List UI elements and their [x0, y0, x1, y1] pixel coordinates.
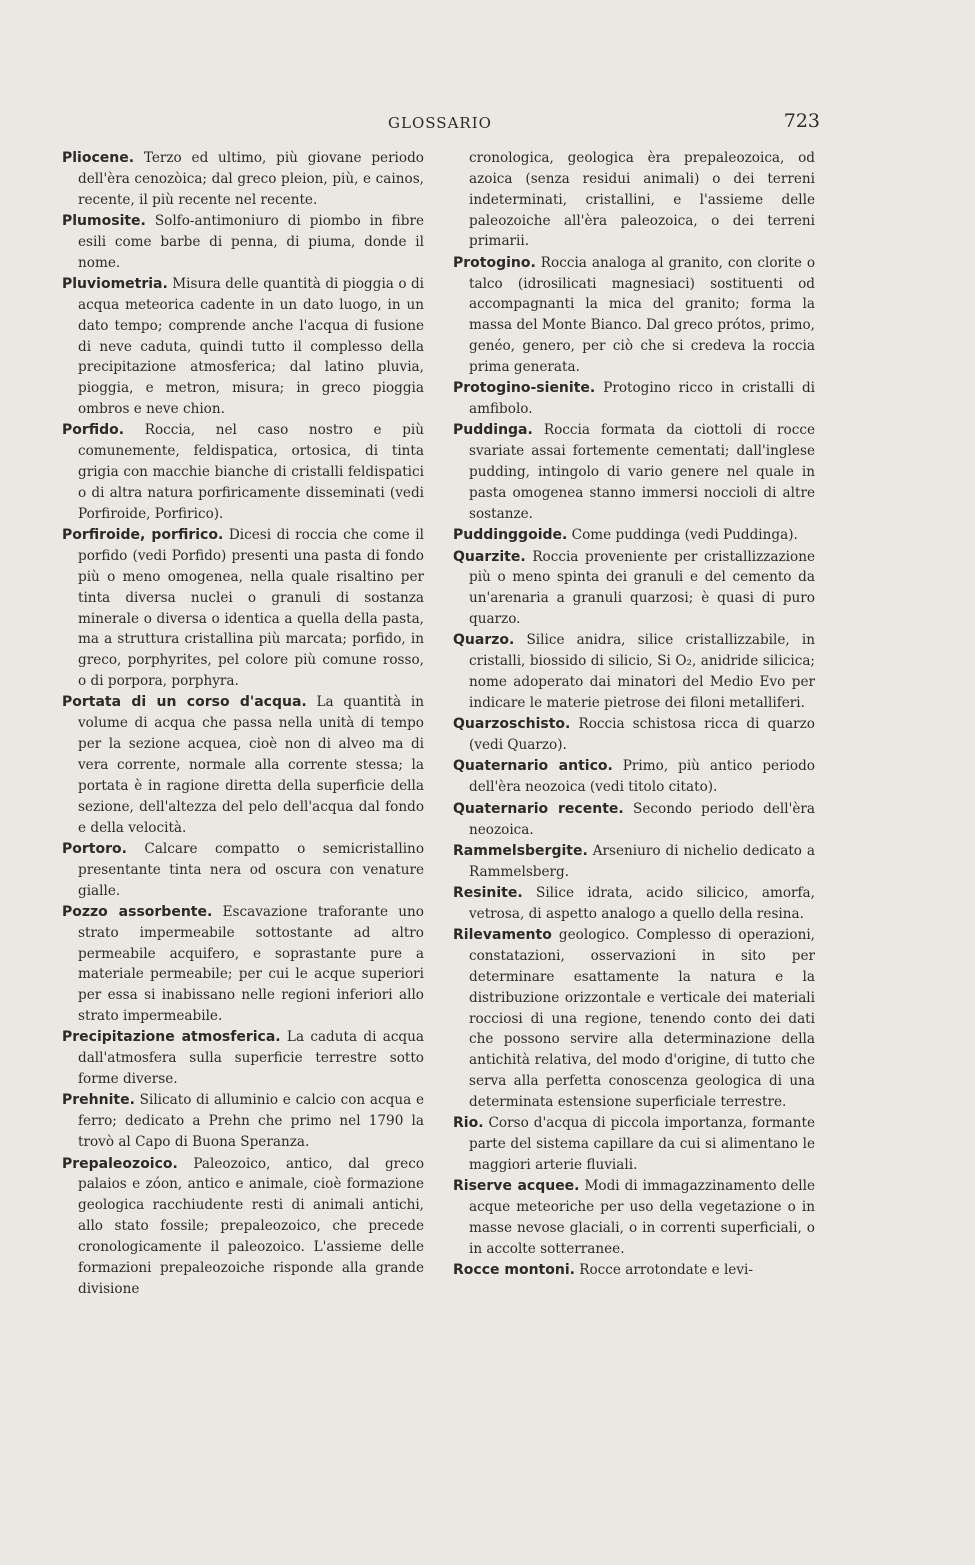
glossary-entry [62, 1090, 424, 1153]
entry-term: Protogino-sienite. [453, 380, 596, 397]
entry-term: Quarzo. [453, 632, 515, 649]
entry-term: Precipitazione atmosferica. [62, 1029, 281, 1046]
glossary-entry [453, 841, 815, 883]
entry-term: Pluviometria. [62, 276, 168, 293]
entry-definition: cronologica, geologica èra prepaleozoica, od azoica (senza residui animali) o dei terreni indeterminati, cristallini, e l'assieme delle paleozoiche all'èra paleozoica, o dei terreni primarii. [469, 150, 815, 250]
glossary-entry [453, 148, 815, 252]
glossary-entry [453, 1176, 815, 1259]
glossary-entry [62, 274, 424, 420]
glossary-entry [453, 1113, 815, 1176]
glossary-entry [62, 148, 424, 211]
entry-term: Riserve acquee. [453, 1178, 580, 1195]
glossary-entry [62, 1027, 424, 1090]
entry-term: Prehnite. [62, 1092, 135, 1109]
entry-definition: La caduta di acqua dall'atmosfera sulla superficie terrestre sotto forme diverse. [78, 1029, 424, 1088]
glossary-entry [453, 883, 815, 925]
entry-term: Quarzoschisto. [453, 716, 571, 733]
glossary-entry [453, 756, 815, 798]
entry-definition: Calcare compatto o semicristallino presentante tinta nera od oscura con venature gialle. [78, 840, 424, 899]
entry-term: Prepaleozoico. [62, 1155, 178, 1172]
glossary-entry [62, 839, 424, 902]
entry-definition: Paleozoico, antico, dal greco palaios e zóon, antico e animale, cioè formazione geologica racchiudente resti di animali antichi, allo stato fossile; prepaleozoico, che precede cronologicamente il paleozoico. L'assieme delle formazioni prepaleozoiche risponde alla grande divisione [78, 1155, 424, 1297]
entry-term: Portata di un corso d'acqua. [62, 694, 307, 711]
entry-definition: Misura delle quantità di pioggia o di acqua meteorica cadente in un dato luogo, in un dato tempo; comprende anche l'acqua di fusione di neve caduta, quindi tutto il complesso della precipitazione atmosferica; dal latino pluvia, pioggia, e metron, misura; in greco pioggia ombros e neve chion. [78, 276, 424, 418]
entry-term: Pliocene. [62, 150, 135, 166]
entry-definition: Roccia analoga al granito, con clorite o talco (idrosilicati magnesiaci) sostituenti od accompagnanti la mica del granito; forma la massa del Monte Bianco. Dal greco prótos, primo, genéo, genero, per ciò che si credeva la roccia prima generata. [469, 254, 816, 375]
entry-term: Quaternario antico. [453, 758, 613, 775]
glossary-entry [453, 378, 815, 420]
entry-definition: Solfo-antimoniuro di piombo in fibre esili come barbe di penna, di piuma, donde il nome. [78, 213, 424, 271]
entry-definition: La quantità in volume di acqua che passa nella unità di tempo per la sezione acquea, cioè non di alveo ma di vera corrente, normale alla corrente stessa; la portata è in ragione diretta della superficie della sezione, dell'altezza del pelo dell'acqua dal fondo e della velocità. [78, 694, 424, 836]
entry-term: Porfido. [62, 422, 125, 439]
entry-definition: Silicato di alluminio e calcio con acqua e ferro; dedicato a Prehn che primo nel 1790 la trovò al Capo di Buona Speranza. [78, 1092, 424, 1151]
page-header [60, 110, 820, 140]
glossary-entry [62, 1154, 424, 1300]
entry-definition: Roccia proveniente per cristallizzazione più o meno spinta dei granuli e del cemento da un'arenaria a granuli quarzosi; è quasi di puro quarzo. [469, 548, 815, 628]
entry-term: Pozzo assorbente. [62, 903, 213, 920]
entry-definition: Silice idrata, acido silicico, amorfa, vetrosa, di aspetto analogo a quello della resina. [469, 885, 815, 922]
entry-definition: Silice anidra, silice cristallizzabile, in cristalli, biossido di silicio, Si O₂, anidride silicica; nome adoperato dai minatori del Medio Evo per indicare le materie pietrose dei filoni metalliferi. [469, 632, 815, 711]
entry-term: Porfiroide, porfirico. [62, 527, 224, 544]
entry-term: Protogino. [453, 254, 536, 271]
glossary-entry [453, 253, 815, 378]
entry-term: Plumosite. [62, 213, 146, 230]
glossary-entry [62, 211, 424, 274]
entry-definition: Rocce arrotondate e levi- [579, 1262, 753, 1279]
entry-definition: Roccia, nel caso nostro e più comunemente, feldispatica, ortosica, di tinta grigia con macchie bianche di cristalli feldispatici o di altra natura porfiricamente disseminati (vedi Porfiroide, Porfirico). [78, 422, 424, 522]
entry-term: Portoro. [62, 840, 127, 857]
glossary-entry [453, 1260, 815, 1281]
entry-definition: Secondo periodo dell'èra neozoica. [469, 800, 815, 838]
entry-definition: Terzo ed ultimo, più giovane periodo dell'èra cenozòica; dal greco pleion, più, e cainos, recente, il più recente nel recente. [78, 150, 424, 208]
glossary-entry [453, 799, 815, 841]
entry-definition: Modi di immagazzinamento delle acque meteoriche per uso della vegetazione o in masse nevose glaciali, o in correnti superficiali, o in accolte sotterranee. [469, 1178, 815, 1257]
entry-definition: Roccia formata da ciottoli di rocce svariate assai fortemente cementati; dall'inglese pudding, intingolo di vario genere nel quale in pasta omogenea stanno immersi noccioli di altre sostanze. [469, 422, 815, 522]
entry-definition: geologico. Complesso di operazioni, constatazioni, osservazioni in sito per determinare esattamente la natura e la distribuzione orizzontale e verticale dei materiali rocciosi di una regione, tenendo conto dei dati che possono servire alla determinazione della antichità relativa, del modo d'origine, di tutto che serva alla perfetta conoscenza geologica di una determinata estensione superficiale terrestre. [469, 927, 816, 1110]
left-column [62, 148, 424, 1300]
glossary-entry [62, 420, 424, 524]
right-column [453, 148, 815, 1282]
entry-term: Rio. [453, 1115, 484, 1132]
entry-definition: Protogino ricco in cristalli di amfibolo. [469, 380, 816, 418]
page-number: 723 [783, 110, 820, 132]
entry-definition: Arseniuro di nichelio dedicato a Rammelsberg. [469, 842, 816, 880]
entry-definition: Dicesi di roccia che come il porfido (vedi Porfido) presenti una pasta di fondo più o meno omogenea, nella quale risaltino per tinta diversa nuclei o granuli di sostanza minerale o diversa o identica a quella della pasta, ma a struttura cristallina più marcata; porfido, in greco, porphyrites, pel colore più comune rosso, o di porpora, porphyra. [78, 527, 424, 690]
entry-term: Quaternario recente. [453, 800, 624, 817]
glossary-entry [453, 547, 815, 630]
glossary-entry [62, 692, 424, 838]
entry-term: Rocce montoni. [453, 1262, 575, 1279]
entry-term: Rilevamento [453, 927, 552, 944]
glossary-entry [453, 420, 815, 524]
glossary-entry [453, 714, 815, 756]
glossary-entry [62, 902, 424, 1027]
glossary-entry [453, 525, 815, 546]
entry-definition: Roccia schistosa ricca di quarzo (vedi Quarzo). [469, 716, 815, 754]
entry-definition: Come puddinga (vedi Puddinga). [571, 527, 798, 544]
glossary-entry [453, 630, 815, 713]
entry-term: Puddinga. [453, 422, 533, 439]
entry-term: Rammelsbergite. [453, 842, 588, 859]
entry-term: Resinite. [453, 885, 523, 902]
glossary-entry [453, 925, 815, 1113]
entry-definition: Primo, più antico periodo dell'èra neozoica (vedi titolo citato). [469, 758, 815, 796]
running-title: GLOSSARIO [388, 114, 492, 132]
entry-definition: Escavazione traforante uno strato impermeabile sottostante ad altro permeabile acquifero, e soprastante pure a materiale permeabile; per cui le acque superiori per essa si inabissano nelle regioni inferiori allo strato impermeabile. [78, 903, 424, 1025]
entry-term: Puddinggoide. [453, 527, 568, 544]
glossary-entry [62, 525, 424, 692]
entry-definition: Corso d'acqua di piccola importanza, formante parte del sistema capillare da cui si alimentano le maggiori arterie fluviali. [469, 1115, 815, 1173]
entry-term: Quarzite. [453, 548, 526, 565]
